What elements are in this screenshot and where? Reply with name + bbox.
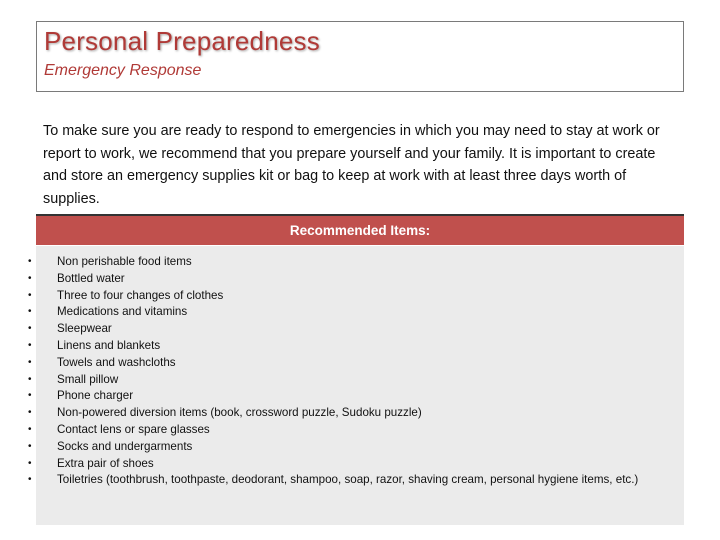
list-item xyxy=(28,304,684,321)
bullet-icon: • xyxy=(28,457,32,469)
list-item-text: Toiletries (toothbrush, toothpaste, deodorant, shampoo, soap, razor, shaving cream, personal hygiene items, etc.) xyxy=(57,473,639,487)
list-item xyxy=(28,422,684,439)
title-box xyxy=(36,21,684,92)
list-item xyxy=(28,355,684,372)
recommended-items-header: Recommended Items: xyxy=(36,216,684,246)
list-item xyxy=(28,388,684,405)
bullet-icon: • xyxy=(28,323,32,335)
bullet-icon: • xyxy=(28,289,32,301)
list-item-text: Three to four changes of clothes xyxy=(57,288,224,302)
list-item xyxy=(28,288,684,305)
list-item xyxy=(28,456,684,473)
list-item-text: Sleepwear xyxy=(57,322,112,336)
list-item-text: Non perishable food items xyxy=(57,255,192,268)
list-item-text: Contact lens or spare glasses xyxy=(57,422,210,436)
list-item xyxy=(28,472,684,489)
list-item-text: Bottled water xyxy=(57,271,125,285)
list-item xyxy=(28,338,684,355)
list-item-text: Small pillow xyxy=(57,372,119,386)
list-item xyxy=(28,405,684,422)
recommended-items-list xyxy=(28,246,684,489)
list-item xyxy=(28,321,684,338)
bullet-icon: • xyxy=(28,440,32,452)
bullet-icon: • xyxy=(28,356,32,368)
bullet-icon: • xyxy=(28,306,32,318)
page-title: Personal Preparedness xyxy=(44,26,320,56)
bullet-icon: • xyxy=(28,423,32,435)
recommended-items-panel xyxy=(28,214,684,525)
list-item xyxy=(28,372,684,389)
list-item-text: Linens and blankets xyxy=(57,338,161,352)
bullet-icon: • xyxy=(28,390,32,402)
bullet-icon: • xyxy=(28,272,32,284)
list-item xyxy=(28,439,684,456)
list-item-text: Non-powered diversion items (book, crossword puzzle, Sudoku puzzle) xyxy=(57,406,422,420)
bullet-icon: • xyxy=(28,474,32,486)
list-item-text: Medications and vitamins xyxy=(57,305,188,319)
bullet-icon: • xyxy=(28,256,32,267)
bullet-icon: • xyxy=(28,373,32,385)
list-item-text: Phone charger xyxy=(57,389,134,403)
list-item xyxy=(28,254,684,271)
bullet-icon: • xyxy=(28,407,32,419)
list-item-text: Socks and undergarments xyxy=(57,439,193,453)
list-item xyxy=(28,271,684,288)
list-item-text: Towels and washcloths xyxy=(57,355,176,369)
intro-paragraph: To make sure you are ready to respond to emergencies in which you may need to stay at work or report to work, we recommend that you prepare yourself and your family. It is important to create and store an emergency supplies kit or bag to keep at work with at least three days worth of supplies. xyxy=(43,123,660,207)
list-item-text: Extra pair of shoes xyxy=(57,456,154,470)
bullet-icon: • xyxy=(28,339,32,351)
page-subtitle: Emergency Response xyxy=(44,62,202,79)
